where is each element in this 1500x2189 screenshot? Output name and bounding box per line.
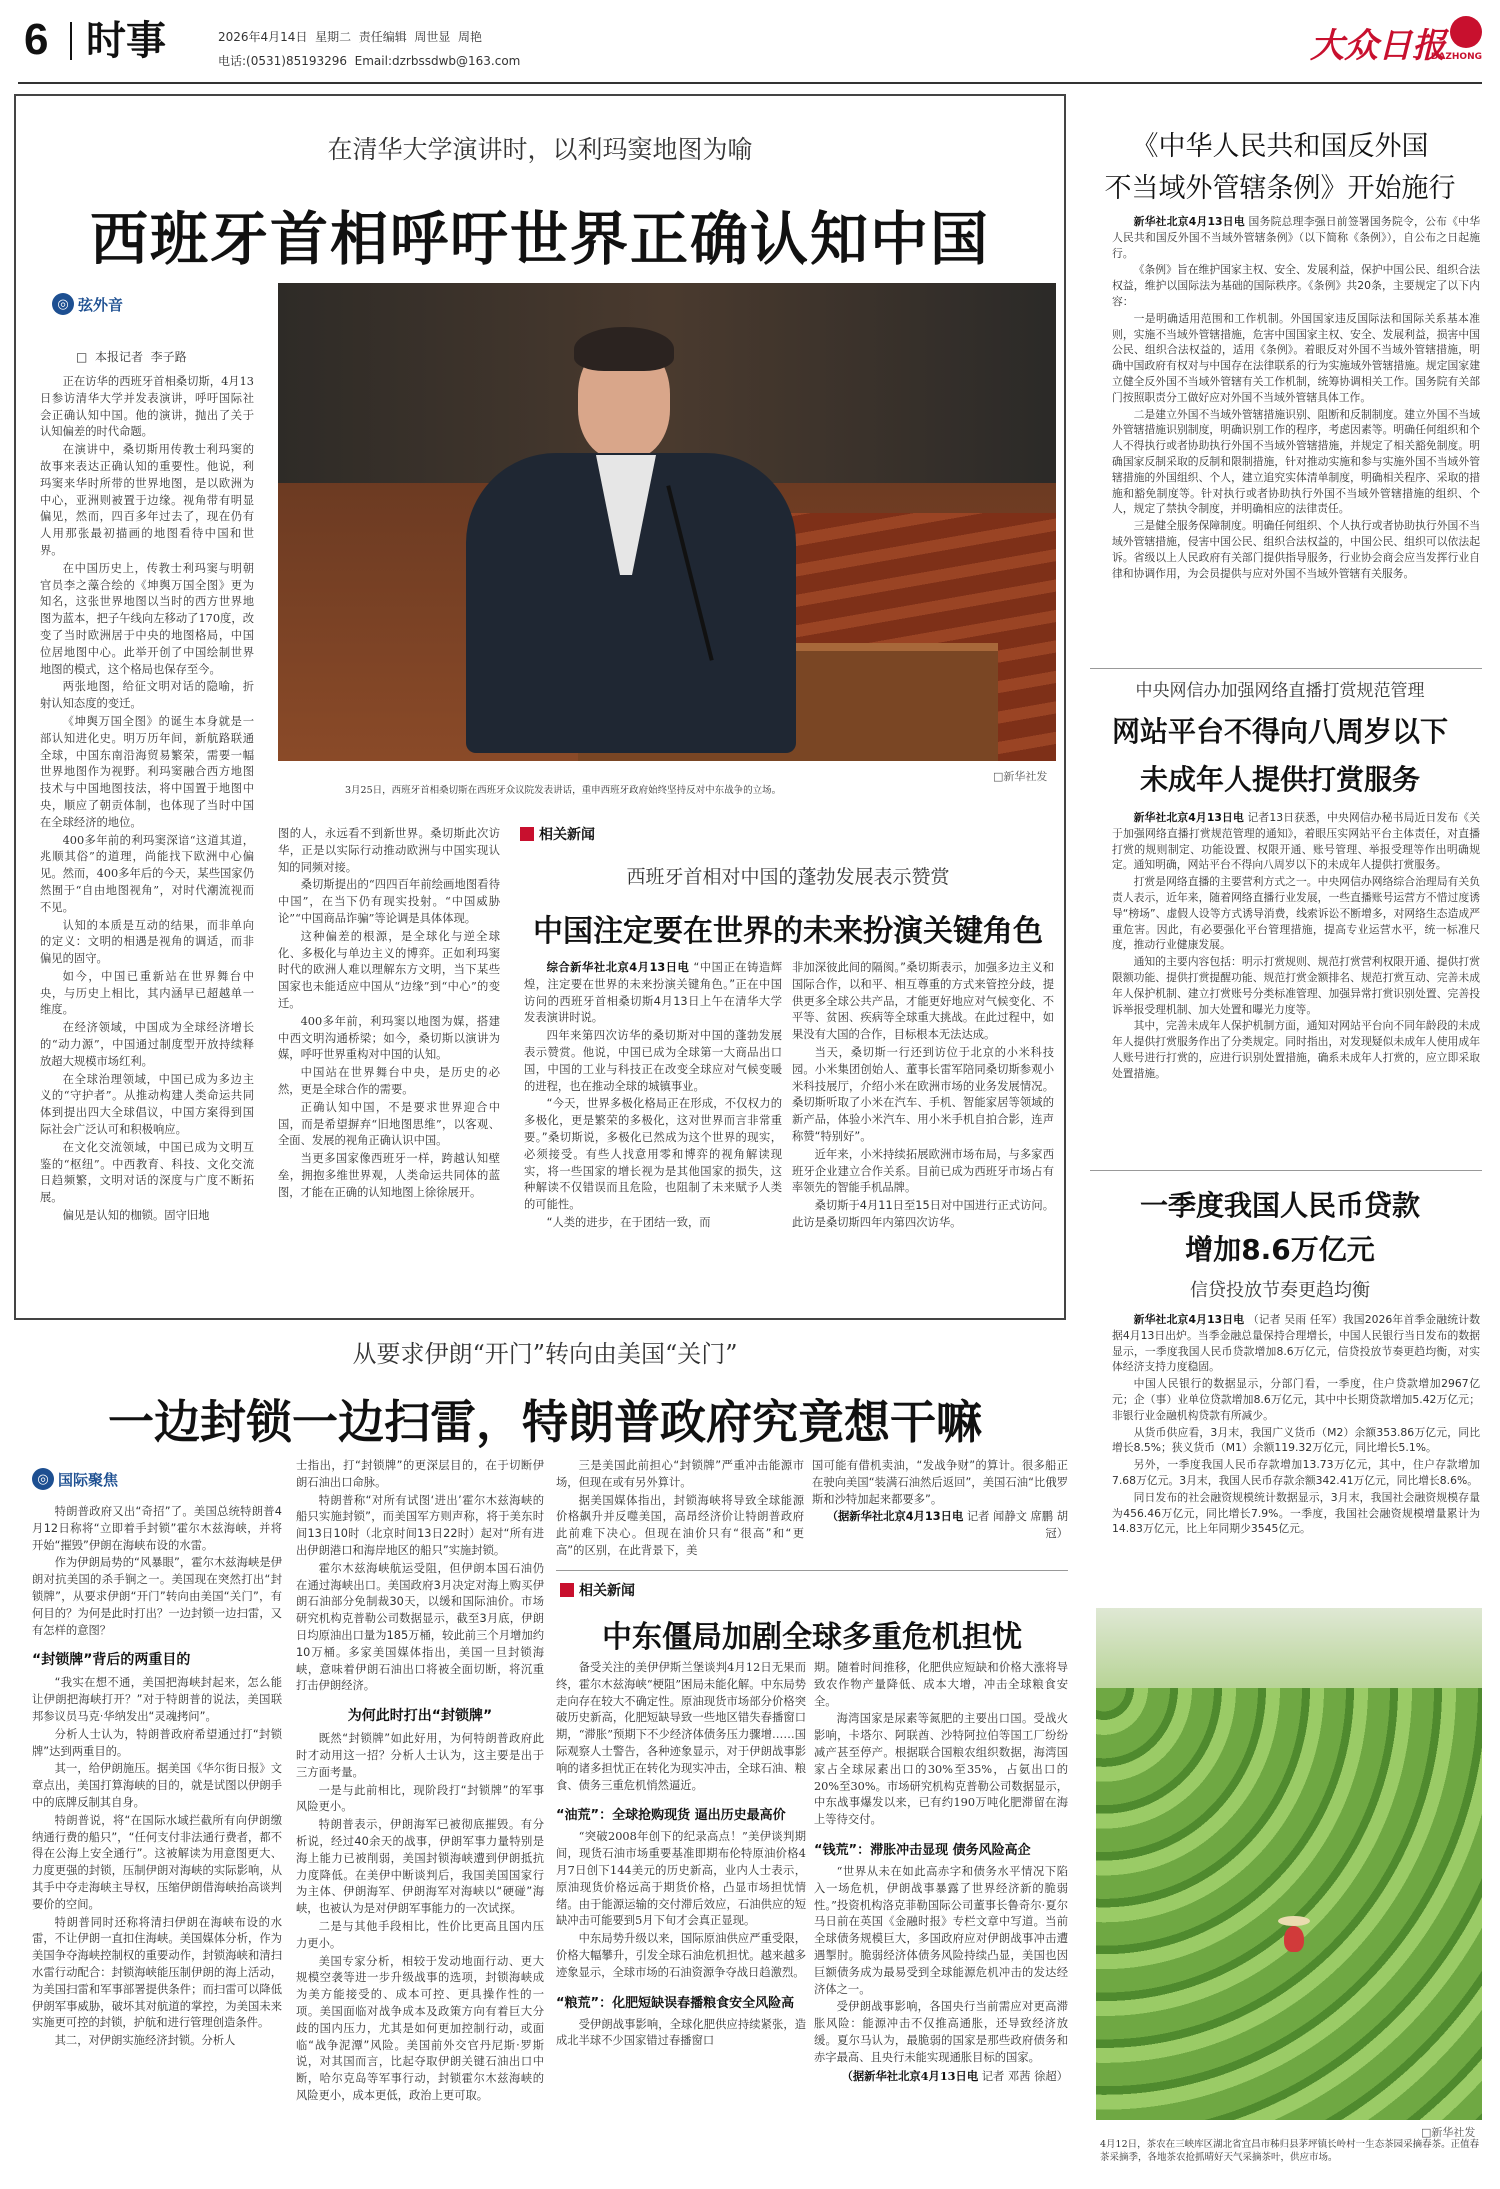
story1-tag — [52, 293, 123, 315]
story2-para: “我实在想不通，美国把海峡封起来，怎么能让伊朗把海峡打开？”对于特朗普的说法，美国联邦参议员马克·华纳发出“灵魂拷问”。 — [32, 1676, 282, 1723]
dateline: 新华社北京4月13日电 — [1133, 811, 1244, 824]
related1-para: 四年来第四次访华的桑切斯对中国的蓬勃发展表示赞赏。他说，中国已成为全球第一大商品出口国，中国的工业与科技正在改变全球应对气候变暖的进程，也在推动全球的城镇事业。 — [524, 1029, 782, 1093]
story1-byline: □ 本报记者 李子路 — [76, 350, 187, 364]
right3-headline-line2: 增加8.6万亿元 — [1185, 1233, 1375, 1266]
story1-para: 在全球治理领域，中国已成为多边主义的“守护者”。从推动构建人类命运共同体到提出四大全球倡议，中国方案得到国际社会广泛认可和积极响应。 — [40, 1072, 254, 1137]
story2-para: 其二，对伊朗实施经济封锁。分析人 — [54, 2034, 236, 2048]
related-news-icon — [560, 1583, 574, 1597]
related2-para: 海湾国家是尿素等氮肥的主要出口国。受战火影响，卡塔尔、阿联酋、沙特阿拉伯等国工厂纷纷减产甚至停产。根据联合国粮农组织数据，海湾国家占全球尿素出口的30%至35%，占氨出口的20%至30%。市场研究机构克普勒公司数据显示，中东战事爆发以来，已有约190万吨化肥滞留在海上等待交付。 — [814, 1712, 1068, 1827]
logo-subtext: DAZHONG — [1430, 52, 1482, 62]
date-line: 2026年4月14日 星期二 责任编辑 周世显 周艳 — [218, 30, 482, 44]
story1-para: 正确认知中国，不是要求世界迎合中国，而是希望摒弃“旧地图思维”，以客观、全面、发展的视角正确认识中国。 — [278, 1100, 500, 1148]
story2-para: 特朗普称“对所有试图‘进出’霍尔木兹海峡的船只实施封锁”，而美国军方则声称，将于美东时间13日10时（北京时间13日22时）起对“所有进出伊朗港口和海岸地区的船只”实施封锁。 — [296, 1493, 544, 1557]
story2-sign — [812, 1509, 1068, 1543]
story2-col4 — [812, 1458, 1068, 1566]
related2-col2 — [814, 1660, 1068, 2185]
related2-label-text: 相关新闻 — [579, 1583, 635, 1599]
story1-para: 在经济领域，中国成为全球经济增长的“动力源”，中国通过制度型开放持续释放超大规模市场红利。 — [40, 1021, 254, 1068]
related-news-icon — [520, 827, 534, 841]
story1-para: 桑切斯提出的“四四百年前绘画地图看待中国”，在当下仍有现实投射。“中国威胁论”“中国商品诈骗”等论调是具体体现。 — [278, 878, 500, 925]
dateline: 新华社北京4月13日电 — [1133, 215, 1245, 228]
story2-para: 特朗普表示，伊朗海军已被彻底摧毁。有分析说，经过40余天的战事，伊朗军事力量特别是海上能力已被削弱，美国封锁海峡遭到伊朗抵抗力度降低。在美伊中断谈判后，我国美国国家行为主体、伊朗海军、伊朗海军对海峡以“硬碰”海峡，也被认为是对伊朗军事能力的一次试探。 — [296, 1818, 544, 1916]
dateline: 综合新华社北京4月13日电 — [546, 961, 690, 974]
story2-para: 国可能有借机卖油，“发战争财”的算计。很多船正在驶向美国“装满石油然后返回”，美国石油“比俄罗斯和沙特加起来都要多”。 — [812, 1459, 1068, 1506]
story1-para: 在中国历史上，传教士利玛窦与明朝官员李之藻合绘的《坤舆万国全图》更为知名，这张世界地图以当时的西方世界地图为蓝本，把子午线向左移动了170度，改变了当时欧洲居于中央的地图格局，中国位居地图中心。此举开创了中国绘制世界地图的模式，这个格局也保存至今。 — [40, 561, 254, 676]
story2-para: 霍尔木兹海峡航运受阻，但伊朗本国石油仍在通过海峡出口。美国政府3月决定对海上购买伊朗石油部分免制裁30天，以缓和国际油价。市场研究机构克普勒公司数据显示，截至3月底，伊朗日均原油出口量为185万桶，较此前三个月增加约10万桶。多家美国媒体指出，美国一旦封锁海峡，意味着伊朗石油出口将被全面切断，将沉重打击伊朗经济。 — [296, 1561, 544, 1693]
related1-para: “今天，世界多极化格局正在形成，不仅权力的多极化，更是繁荣的多极化，这对世界而言非常重要。”桑切斯说，多极化已然成为这个世界的现实，必须接受。有些人找意用零和博弈的视角解读现实，将一些国家的增长视为是其他国家的损失，这种解读不仅错误而且危险，也阻制了未来赋予人类的可能性。 — [524, 1097, 782, 1212]
story1-kicker: 在清华大学演讲时，以利玛窦地图为喻 — [327, 135, 753, 164]
related1-label — [520, 824, 595, 844]
related2-subhead-2: “粮荒”：化肥短缺误春播粮食安全风险高 — [556, 1995, 795, 2011]
related1-kicker: 西班牙首相对中国的蓬勃发展表示赞赏 — [626, 866, 950, 888]
related1-para: “人类的进步，在于团结一致，而 — [546, 1215, 711, 1229]
related2-para: 中东局势升级以来，国际原油供应严重受限，价格大幅攀升，引发全球石油危机担忧。越来越多迹象显示，全球市场的石油资源争夺战日趋激烈。 — [556, 1932, 806, 1979]
story1-photo-credit: □新华社发 — [990, 768, 1050, 784]
right2-para: 其中，完善未成年人保护机制方面，通知对网站平台向不同年龄段的未成年人提供打赏服务作出了分类规定。同时指出，对发现疑似未成年人使用成年人账号进行打赏的，应进行识别处置措施，确系未成年人打赏的，应立即采取处置措施。 — [1112, 1019, 1480, 1080]
story2-col3 — [556, 1458, 804, 1566]
related2-subhead-1: “油荒”：全球抢购现货 逼出历史最高价 — [556, 1808, 786, 1824]
story2-headline: 一边封锁一边扫雷，特朗普政府究竟想干嘛 — [108, 1395, 982, 1449]
story2-para: 分析人士认为，特朗普政府希望通过打“封锁牌”达到两重目的。 — [32, 1727, 282, 1758]
right3-para: 从货币供应看，3月末，我国广义货币（M2）余额353.86万亿元，同比增长8.5%；狭义货币（M1）余额119.32万亿元，同比增长5.1%。 — [1112, 1425, 1480, 1455]
story1-para: 正在访华的西班牙首相桑切斯，4月13日参访清华大学并发表演讲，呼吁国际社会正确认知中国。他的演讲，抛出了关于认知偏差的时代命题。 — [40, 375, 254, 439]
story1-tag-label: 弦外音 — [78, 295, 124, 314]
story1-para: 400多年前的利玛窦深谙“这道其道，兆顺其俗”的道理，尚能找下欧洲中心偏见。然而，400多年后的今天，某些国家仍然囿于“自由地图视角”，对时代潮流视而不见。 — [40, 833, 254, 914]
story2-para: 特朗普政府又出“奇招”了。美国总统特朗普4月12日称将“立即着手封锁”霍尔木兹海峡，并将开始“摧毁”伊朗在海峡布设的水雷。 — [32, 1505, 282, 1552]
right3-para: 另外，一季度我国人民币存款增加13.73万亿元，其中，住户存款增加7.68万亿元。3月末，我国人民币存款余额342.41万亿元，同比增长8.6%。 — [1112, 1458, 1480, 1487]
logo-text: 大众日报 — [1310, 26, 1446, 66]
right1-para — [1112, 214, 1480, 261]
sign-text: 记者 闻静文 席鹏 胡冠） — [966, 1510, 1068, 1541]
right2-kicker: 中央网信办加强网络直播打赏规范管理 — [1135, 681, 1425, 701]
related1-para: 近年来，小米持续拓展欧洲市场布局，与多家西班牙企业建立合作关系。目前已成为西班牙市场占有率领先的智能手机品牌。 — [792, 1147, 1054, 1195]
story2-para: 一是与此前相比，现阶段打“封锁牌”的军事风险更小。 — [296, 1783, 544, 1814]
related1-para: 非加深彼此间的隔阂。”桑切斯表示，加强多边主义和国际合作，以和平、相互尊重的方式来管控分歧，提供更多全球公共产品，才能更好地应对气候变化、不平等、贫困、疾病等全球重大挑战。在此过程中，如果没有大国的合作，目标根本无法达成。 — [792, 961, 1054, 1042]
contact-line: 电话:(0531)85193296 Email:dzrbssdwb@163.com — [218, 54, 521, 68]
tea-picker-hat — [1278, 1916, 1310, 1926]
story1-para: 偏见是认知的枷锁。固守旧地 — [62, 1209, 210, 1223]
tea-rows — [1096, 1688, 1482, 2120]
right-divider-2 — [1090, 1170, 1482, 1171]
story2-tag-label: 国际聚焦 — [58, 1470, 119, 1489]
story1-para: 在文化交流领域，中国已成为文明互鉴的“枢纽”。中西教育、科技、文化交流日趋频繁，文明对话的深度与广度不断拓展。 — [40, 1140, 254, 1205]
story1-caption: 3月25日，西班牙首相桑切斯在西班牙众议院发表讲话，重申西班牙政府始终坚持反对中东战争的立场。 — [345, 785, 782, 796]
related1-col2 — [792, 960, 1054, 1310]
related1-col1 — [524, 960, 782, 1310]
dateline: 新华社北京4月13日电 — [1133, 1313, 1245, 1326]
story2-kicker: 从要求伊朗“开门”转向由美国“关门” — [352, 1340, 738, 1368]
right2-para: 通知的主要内容包括：明示打赏规则、规范打赏营利权限开通、提供打赏限额功能、提供打赏提醒功能、规范打赏金额排名、规范打赏互动、完善未成年人保护机制、建立打赏账号分类标准管理、加强异常打赏识别处置、完善投诉举报受理机制、加大处置和曝光力度等。 — [1112, 955, 1480, 1016]
story1-para: 如今，中国已重新站在世界舞台中央，与历史上相比，其内涵早已超越单一维度。 — [40, 969, 254, 1017]
story1-para: 这种偏差的根源，是全球化与逆全球化、多极化与单边主义的博弈。正如利玛窦时代的欧洲人难以理解东方文明，当下某些国家也未能适应中国从“边缘”到“中心”的变迁。 — [278, 929, 500, 1010]
para-text: “中国正在铸造辉煌，注定要在世界的未来扮演关键角色。”正在中国访问的西班牙首相桑切斯4月13日上午在清华大学发表演讲时说。 — [524, 961, 782, 1025]
tea-picker — [1284, 1926, 1304, 1952]
right3-body — [1112, 1312, 1480, 1594]
right3-headline-line1: 一季度我国人民币贷款 — [1139, 1189, 1420, 1222]
right2-headline-line2: 未成年人提供打赏服务 — [1139, 763, 1420, 796]
right2-headline-line1: 网站平台不得向八周岁以下 — [1111, 715, 1448, 748]
story2-col2 — [296, 1458, 544, 2184]
story2-tag — [32, 1468, 118, 1490]
related2-label — [560, 1580, 635, 1600]
related2-para: 期。随着时间推移，化肥供应短缺和价格大涨将导致农作物产量降低、成本大增，冲击全球粮食安全。 — [814, 1661, 1068, 1708]
tea-photo-caption: 4月12日，茶农在三峡库区湖北省宜昌市秭归县茅坪镇长岭村一生态茶园采摘春茶。正值春茶采摘季，各地茶农抢抓晴好天气采摘茶叶，供应市场。 — [1100, 2139, 1480, 2163]
section-title: 时事 — [86, 18, 166, 64]
right1-para: 三是健全服务保障制度。明确任何组织、个人执行或者协助执行外国不当域外管辖措施，侵害中国公民、组织合法权益的，中国公民、组织可以依法起诉。省级以上人民政府有关部门提供指导服务，行业协会商会应当发挥行业自律和协调作用，为会员提供与应对外国不当域外管辖有关服务。 — [1112, 519, 1480, 580]
related2-para: 备受关注的美伊伊斯兰堡谈判4月12日无果而终，霍尔木兹海峡“梗阻”困局未能化解。中东局势走向存在较大不确定性。原油现货市场部分价格突破历史新高，化肥短缺导致一些地区错失春播窗口期，“滞胀”预期下不少经济体债务压力骤增……国际观察人士警告，各种迹象显示，对于伊朗战事影响的诸多担忧正在转化为现实冲击，全球石油、粮食、债务三重危机悄然逼近。 — [556, 1661, 806, 1792]
right2-para — [1112, 810, 1480, 873]
para-text: （记者 吴雨 任军）我国2026年首季金融统计数据4月13日出炉。当季金融总量保持合理增长，中国人民银行当日发布的数据显示，一季度我国人民币贷款增加8.6万亿元，信贷投放节奏更趋均衡，对实体经济支持力度稳固。 — [1112, 1313, 1480, 1374]
right1-body — [1112, 214, 1480, 654]
related1-para: 桑切斯于4月11日至15日对中国进行正式访问。此访是桑切斯四年内第四次访华。 — [792, 1199, 1054, 1229]
para-text: 国务院总理李强日前签署国务院令，公布《中华人民共和国反外国不当域外管辖条例》（以下简称《条例》），自公布之日起施行。 — [1112, 215, 1480, 260]
story1-para: 400多年前，利玛窦以地图为媒，搭建中西文明沟通桥梁；如今，桑切斯以演讲为媒，呼吁世界重构对中国的认知。 — [278, 1014, 500, 1062]
related2-sign — [814, 2068, 1068, 2086]
story2-para: 士指出，打“封锁牌”的更深层目的，在于切断伊朗石油出口命脉。 — [296, 1459, 544, 1489]
story1-para: 认知的本质是互动的结果，而非单向的定义：文明的相遇是视角的调适，而非偏见的固守。 — [40, 918, 254, 966]
story1-para: 在演讲中，桑切斯用传教士利玛窦的故事来表达正确认知的重要性。他说，利玛窦来华时所带的世界地图，是以欧洲为中心，亚洲则被置于边缘。视角带有明显偏见，然而，四百多年过去了，现在仍有人用那张最初描画的地图看待中国和世界。 — [40, 443, 254, 557]
right1-para: 一是明确适用范围和工作机制。外国国家违反国际法和国际关系基本准则，实施不当域外管辖措施，危害中国国家主权、安全、发展利益，损害中国公民、组织合法权益的，适用《条例》。着眼反对外国不当域外管辖措施，明确中国政府有权对与中国存在法律联系的行为实施域外管辖措施。规定国家建立健全反外国不当域外管辖有关工作机制，统筹协调相关工作。国务院有关部门按照职责分工做好应对外国不当域外管辖具体工作。 — [1112, 311, 1480, 404]
right3-para: 中国人民银行的数据显示，分部门看，一季度，住户贷款增加2967亿元；企（事）业单位贷款增加8.6万亿元，其中中长期贷款增加5.42万亿元；非银行业金融机构贷款有所减少。 — [1112, 1377, 1480, 1422]
story2-subhead-1: “封锁牌”背后的两重目的 — [32, 1652, 191, 1669]
story2-para: 特朗普同时还称将清扫伊朗在海峡布设的水雷，不让伊朗一直扣住海峡。美国媒体分析，作为美国争夺海峡控制权的重要动作，封锁海峡和清扫水雷行动配合：封锁海峡能压制伊朗的海上活动，为美国扫雷和军事部署提供条件；而扫雷可以降低伊朗军事威胁，破坏其对航道的掌控，为美国未来实施更可控的封锁，护航和进行管理创造条件。 — [32, 1915, 282, 2030]
related1-para: 当天，桑切斯一行还到访位于北京的小米科技园。小米集团创始人、董事长雷军陪同桑切斯参观小米科技展厅，介绍小米在欧洲市场的业务发展情况。桑切斯听取了小米在汽车、手机、智能家居等领域的新产品，体验小米汽车、用小米手机自拍合影，连声称赞“特别好”。 — [792, 1045, 1054, 1143]
story2-para: 据美国媒体指出，封锁海峡将导致全球能源价格飙升并反噬美国，高昂经济价让特朗普政府此前难下决心。但现在油价只有“很高”和“更高”的区别，在此背景下，美 — [556, 1493, 804, 1557]
tea-photo-credit: □新华社发 — [1418, 2124, 1478, 2140]
newspaper-logo[interactable] — [1292, 14, 1482, 70]
related1-para — [524, 960, 782, 1027]
related2-para: “世界从未在如此高赤字和债务水平情况下陷入一场危机，伊朗战事暴露了世界经济新的脆弱性。”投资机构洛克菲勒国际公司董事长鲁奇尔·夏尔马日前在英国《金融时报》专栏文章中写道。当前全球债务规模巨大，多国政府应对伊朗战事冲击遭遇掣肘。脆弱经济体债务风险持续凸显，美国也因巨额债务成为最易受到全球能源危机冲击的发达经济体之一。 — [814, 1864, 1068, 1996]
para-text: 记者13日获悉，中央网信办秘书局近日发布《关于加强网络直播打赏规范管理的通知》，着眼压实网站平台主体责任，对直播打赏的规则制定、功能设置、权限开通、账号管理、举报受理等作出明确规定。通知明确，网站平台不得向八周岁以下的未成年人提供打赏服务。 — [1112, 811, 1480, 872]
tag-icon: ◎ — [52, 293, 74, 315]
story2-subhead-2: 为何此时打出“封锁牌” — [347, 1708, 493, 1725]
related2-headline: 中东僵局加剧全球多重危机担忧 — [602, 1620, 1022, 1655]
story2-col1 — [32, 1504, 282, 2184]
page-header — [18, 12, 1482, 78]
story1-para: 中国站在世界舞台中央，是历史的必然，更是全球合作的需要。 — [278, 1066, 500, 1096]
right-divider-1 — [1090, 668, 1482, 669]
right2-body — [1112, 810, 1480, 1182]
tag-icon: ◎ — [32, 1468, 54, 1490]
story1-para: 《坤舆万国全图》的诞生本身就是一部认知进化史。明万历年间，新航路联通全球，中国东南沿海贸易繁荣，需要一幅世界地图作为视野。利玛窦融合西方地图技术与中国地图技法，将中国置于地图中央，顺应了朝贡体制，也体现了当时中国在全球经济的地位。 — [40, 714, 254, 829]
related2-subhead-3: “钱荒”：滞胀冲击显现 债务风险高企 — [814, 1842, 1031, 1858]
related2-col1 — [556, 1660, 806, 2185]
story2-para: 其一，给伊朗施压。据美国《华尔街日报》文章点出，美国打算海峡的目的，就是试图以伊朗手中的底牌反制其自身。 — [32, 1762, 282, 1809]
related1-label-text: 相关新闻 — [539, 827, 595, 843]
page-number: 6 — [24, 15, 49, 64]
sign-lead: （据新华社北京4月13日电 — [841, 2068, 979, 2083]
story2-para: 特朗普说，将“在国际水域拦截所有向伊朗缴纳通行费的船只”，“任何支付非法通行费者，都不得在公海上安全通行”。这被解读为用意图更大、力度更强的封锁，压制伊朗对海峡的实际影响，从其手中夺走海峡主导权，压缩伊朗借海峡抬高谈判要价的空间。 — [32, 1813, 282, 1911]
right1-para: 二是建立外国不当域外管辖措施识别、阻断和反制制度。建立外国不当域外管辖措施识别制度，明确识别工作的程序，考虑因素等。明确任何组织和个人不得执行或者协助执行外国不当域外管辖措施，并规定了相关豁免制度。明确国家反制采取的反制和限制措施，针对推动实施和参与实施外国不当域外管辖措施的外国组织、个人，建立追究实体清单制度，明确相关程序、采取的措施和豁免制度等。针对执行或者协助执行外国不当域外管辖措施的组织、个人，规定了禁执令制度，并明确相应的法律责任。 — [1112, 407, 1480, 516]
story1-para: 图的人，永远看不到新世界。桑切斯此次访华，正是以实际行动推动欧洲与中国实现认知的同频对接。 — [278, 827, 500, 874]
tea-garden-photo — [1096, 1608, 1482, 2120]
related2-top-rule — [556, 1570, 1068, 1571]
header-rule — [18, 82, 1482, 84]
story1-headline: 西班牙首相呼吁世界正确认知中国 — [89, 205, 990, 273]
right3-subhead: 信贷投放节奏更趋均衡 — [1190, 1280, 1370, 1301]
related1-headline: 中国注定要在世界的未来扮演关键角色 — [533, 914, 1043, 949]
story2-para: 作为伊朗局势的“风暴眼”，霍尔木兹海峡是伊朗对抗美国的杀手锏之一。美国现在突然打出“封锁牌”，从要求伊朗“开门”转向由美国“关门”，有何目的？为何是此时打出？一边封锁一边扫雷，又有怎样的意图？ — [32, 1556, 282, 1637]
right1-para: 《条例》旨在维护国家主权、安全、发展利益，保护中国公民、组织合法权益，维护以国际法为基础的国际秩序。《条例》共20条，主要规定了以下内容： — [1112, 263, 1480, 308]
story1-photo — [278, 283, 1056, 761]
header-divider — [70, 22, 72, 60]
related2-para: 受伊朗战事影响，全球化肥供应持续紧张，造成北半球不少国家错过春播窗口 — [556, 2017, 806, 2048]
right3-para: 同日发布的社会融资规模统计数据显示，3月末，我国社会融资规模存量为456.46万亿元，同比增长7.9%。一季度，我国社会融资规模增量累计为14.83万亿元，比上年同期少3545亿元。 — [1112, 1490, 1480, 1536]
right1-headline-line2: 不当域外管辖条例》开始施行 — [1104, 173, 1456, 204]
right1-headline-line1: 《中华人民共和国反外国 — [1131, 131, 1429, 162]
story1-para: 两张地图，给征文明对话的隐喻，折射认知态度的变迁。 — [40, 680, 254, 711]
logo-badge-icon — [1450, 16, 1482, 48]
story2-para: 三是美国此前担心“封锁牌”严重冲击能源市场，但现在或有另外算计。 — [556, 1459, 804, 1489]
story1-body-col1 — [40, 374, 254, 1309]
related2-para: 受伊朗战事影响，各国央行当前需应对更高滞胀风险：能源冲击不仅推高通胀，还导致经济放缓。夏尔马认为，最脆弱的国家是那些政府债务和赤字最高、且央行未能实现通胀目标的国家。 — [814, 2000, 1068, 2064]
related2-para: “突破2008年创下的纪录高点！”美伊谈判期间，现货石油市场重要基准即期布伦特原油价格4月7日创下144美元的历史新高，业内人士表示，原油现货价格远高于期货价格，凸显市场担忧情绪。由于能源运输的交付滞后效应，石油供应的短缺冲击可能要到5月下旬才会真正显现。 — [556, 1830, 806, 1928]
story1-para: 当更多国家像西班牙一样，跨越认知壁垒，拥抱多维世界观，人类命运共同体的蓝图，才能在正确的认知地图上徐徐展开。 — [278, 1152, 500, 1199]
story2-para: 二是与其他手段相比，性价比更高且国内压力更小。 — [296, 1919, 544, 1950]
photo-speaker-hair — [574, 327, 674, 371]
sign-lead: （据新华社北京4月13日电 — [826, 1510, 964, 1524]
story2-para: 美国专家分析，相较于发动地面行动、更大规模空袭等进一步升级战事的选项，封锁海峡成为美方能接受的、成本可控、更具操作性的一项。美国面临对战争成本及政策方向有着巨大分歧的国内压力，尤其是如何更加控制行动，或面临“战争泥潭”风险。美国前外交官丹尼斯·罗斯说，对其国而言，比起夺取伊朗关键石油出口中断，哈尔克岛等军事行动，封锁霍尔木兹海峡的风险更小，成本更低，政治上更可取。 — [296, 1954, 544, 2102]
right3-para — [1112, 1312, 1480, 1375]
right2-para: 打赏是网络直播的主要营利方式之一。中央网信办网络综合治理局有关负责人表示，近年来，随着网络直播行业发展，一些直播账号运营方不惜过度诱导“榜场”、虚假人设等方式诱导消费，线索诉讼不断增多，对网络生态造成严重危害。因此，有必要强化平台管理措施，提高专业运营水平，统一标准尺度，推动行业健康发展。 — [1112, 875, 1480, 952]
story2-para: 既然“封锁牌”如此好用，为何特朗普政府此时才动用这一招？分析人士认为，这主要是出于三方面考量。 — [296, 1732, 544, 1779]
story1-body-col2 — [278, 826, 500, 1308]
sign-text: 记者 邓茜 徐超） — [981, 2069, 1068, 2083]
